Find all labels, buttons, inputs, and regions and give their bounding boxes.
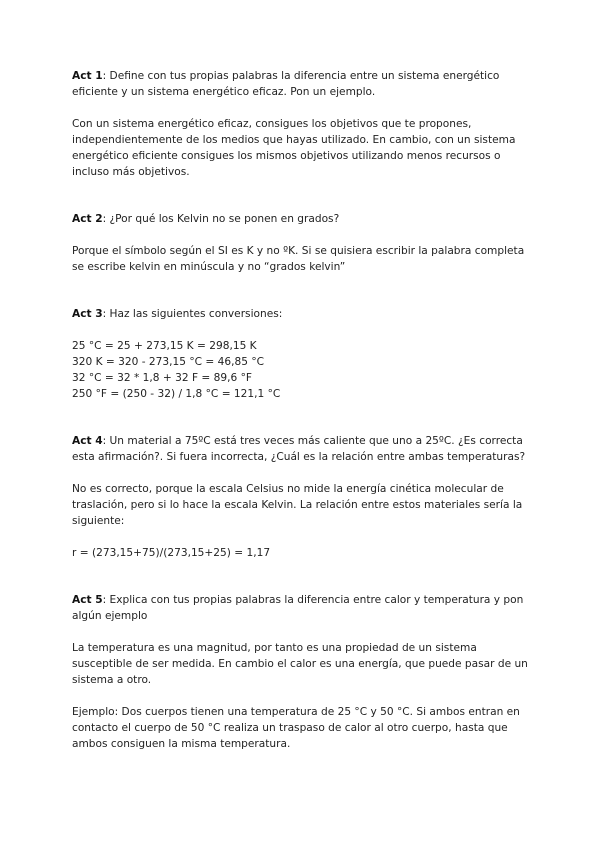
act1-question (72, 68, 532, 100)
act1-label: Act 1 (72, 70, 103, 82)
conversion-line: 250 °F = (250 - 32) / 1,8 °C = 121,1 °C (72, 388, 281, 400)
conversion-line: 25 °C = 25 + 273,15 K = 298,15 K (72, 340, 257, 352)
act3-question-text: : Haz las siguientes conversiones: (102, 308, 283, 320)
act5-example: Ejemplo: Dos cuerpos tienen una temperatura de 25 °C y 50 °C. Si ambos entran en contacto el cuerpo de 50 °C realiza un traspaso de calor al otro cuerpo, hasta que ambos consiguen la misma temperatura. (72, 706, 520, 750)
act4-question (72, 433, 532, 465)
act3-conversions (72, 338, 532, 402)
act1-question-text: : Define con tus propias palabras la diferencia entre un sistema energético eficiente y un sistema energético eficaz. Pon un ejemplo. (72, 70, 500, 98)
act3-question (72, 306, 532, 322)
act4-formula: r = (273,15+75)/(273,15+25) = 1,17 (72, 547, 271, 559)
act4-answer: No es correcto, porque la escala Celsius no mide la energía cinética molecular de traslación, pero si lo hace la escala Kelvin. La relación entre estos materiales sería la siguiente: (72, 483, 523, 527)
act5-question (72, 592, 532, 624)
act4-label: Act 4 (72, 435, 103, 447)
act1-answer: Con un sistema energético eficaz, consigues los objetivos que te propones, independientemente de los medios que hayas utilizado. En cambio, con un sistema energético eficiente consigues los mismos objetivos utilizando menos recursos o incluso más objetivos. (72, 118, 516, 178)
conversion-line: 32 °C = 32 * 1,8 + 32 F = 89,6 °F (72, 372, 253, 384)
act2-question (72, 211, 532, 227)
conversion-line: 320 K = 320 - 273,15 °C = 46,85 °C (72, 356, 265, 368)
act2-question-text: : ¿Por qué los Kelvin no se ponen en grados? (102, 213, 340, 225)
act5-answer: La temperatura es una magnitud, por tanto es una propiedad de un sistema susceptible de ser medida. En cambio el calor es una energía, que puede pasar de un sistema a otro. (72, 642, 528, 686)
document-page (72, 68, 532, 752)
act2-answer: Porque el símbolo según el SI es K y no ºK. Si se quisiera escribir la palabra completa se escribe kelvin en minúscula y no “grados kelvin” (72, 245, 525, 273)
act2-label: Act 2 (72, 213, 103, 225)
act3-label: Act 3 (72, 308, 103, 320)
act4-question-text: : Un material a 75ºC está tres veces más caliente que uno a 25ºC. ¿Es correcta esta afirmación?. Si fuera incorrecta, ¿Cuál es la relación entre ambas temperaturas? (72, 435, 526, 463)
act5-question-text: : Explica con tus propias palabras la diferencia entre calor y temperatura y pon algún ejemplo (72, 594, 524, 622)
act5-label: Act 5 (72, 594, 103, 606)
